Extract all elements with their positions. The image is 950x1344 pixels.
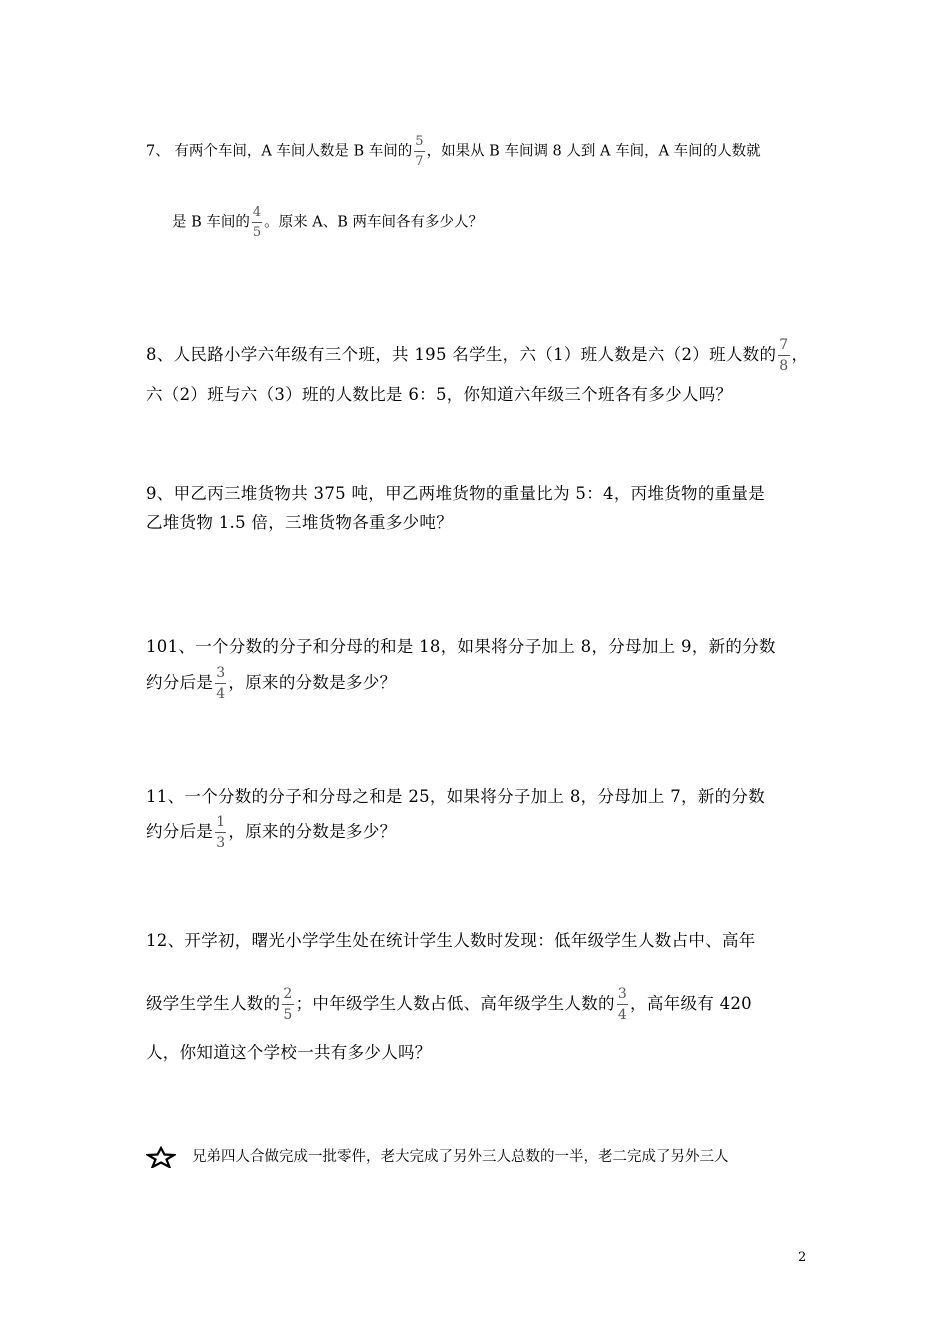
q12-text-3: 人，你知道这个学校一共有多少人吗？ <box>146 1043 432 1062</box>
q11-text-2b: ，原来的分数是多少？ <box>228 822 397 841</box>
fraction-numerator: 4 <box>252 206 262 223</box>
q7-text-1b: ，如果从 B 车间调 8 人到 A 车间，A 车间的人数就 <box>426 143 761 160</box>
q7-line-1 <box>146 135 761 168</box>
fraction-numerator: 1 <box>215 815 226 833</box>
q10-text-2b: ，原来的分数是多少？ <box>228 673 397 692</box>
q11-line-2 <box>146 815 396 850</box>
q9-text-2: 乙堆货物 1.5 倍，三堆货物各重多少吨？ <box>146 513 454 532</box>
q12-line-1 <box>146 933 756 950</box>
fraction <box>414 135 424 168</box>
fraction-denominator: 3 <box>216 835 226 851</box>
fraction <box>252 206 262 239</box>
q8-line-1 <box>146 338 808 373</box>
q7-text-2a: 是 B 车间的 <box>172 214 250 231</box>
fraction-denominator: 5 <box>252 225 262 240</box>
q9-line-2 <box>146 515 453 532</box>
q7-line-2 <box>172 206 483 239</box>
star-outline-icon <box>146 1146 176 1168</box>
q12-text-2b: ；中年级学生人数占低、高年级学生人数的 <box>295 994 615 1013</box>
fraction <box>215 815 226 850</box>
q8-text-2: 六（2）班与六（3）班的人数比是 6：5，你知道六年级三个班各有多少人吗？ <box>146 385 733 404</box>
q8-text-1b: ， <box>791 345 809 364</box>
fraction-numerator: 3 <box>617 987 628 1005</box>
q8-text-1a: 8、人民路小学六年级有三个班，共 195 名学生，六（1）班人数是六（2）班人数的 <box>146 345 777 364</box>
fraction-numerator: 2 <box>282 987 293 1005</box>
q7-text-2b: 。原来 A、B 两车间各有多少人？ <box>264 214 484 231</box>
fraction-denominator: 5 <box>283 1007 293 1023</box>
q11-text-2a: 约分后是 <box>146 822 214 841</box>
fraction <box>617 987 628 1022</box>
q12-line-3 <box>146 1045 432 1062</box>
fraction-numerator: 3 <box>215 666 226 684</box>
fraction <box>282 987 293 1022</box>
q9-line-1 <box>146 486 765 503</box>
fraction-numerator: 7 <box>778 338 789 356</box>
q12-text-1: 12、开学初，曙光小学学生处在统计学生人数时发现：低年级学生人数占中、高年 <box>146 931 756 950</box>
q10-text-2a: 约分后是 <box>146 673 214 692</box>
page-number: 2 <box>798 1250 807 1265</box>
q13-line-1 <box>146 1146 729 1168</box>
q12-text-2a: 级学生学生人数的 <box>146 994 281 1013</box>
q10-text-1: 101、一个分数的分子和分母的和是 18，如果将分子加上 8，分母加上 9，新的分数 <box>146 637 776 656</box>
q12-text-2c: ，高年级有 420 <box>630 994 752 1013</box>
fraction <box>778 338 789 373</box>
fraction-numerator: 5 <box>414 135 424 152</box>
q12-line-2 <box>146 987 752 1022</box>
q9-text-1: 9、甲乙丙三堆货物共 375 吨，甲乙两堆货物的重量比为 5：4，丙堆货物的重量是 <box>146 484 766 503</box>
fraction-denominator: 8 <box>779 358 789 374</box>
q7-text-1a: 7、 有两个车间，A 车间人数是 B 车间的 <box>146 143 413 160</box>
fraction-denominator: 7 <box>415 154 424 169</box>
q10-line-2 <box>146 666 396 701</box>
fraction <box>215 666 226 701</box>
q11-text-1: 11、一个分数的分子和分母之和是 25，如果将分子加上 8，分母加上 7，新的分数 <box>146 787 766 806</box>
fraction-denominator: 4 <box>617 1007 628 1023</box>
q10-line-1 <box>146 639 776 656</box>
q13-text-1: 兄弟四人合做完成一批零件，老大完成了另外三人总数的一半，老二完成了另外三人 <box>192 1149 729 1165</box>
q11-line-1 <box>146 789 765 806</box>
fraction-denominator: 4 <box>216 686 226 702</box>
q8-line-2 <box>146 387 732 404</box>
